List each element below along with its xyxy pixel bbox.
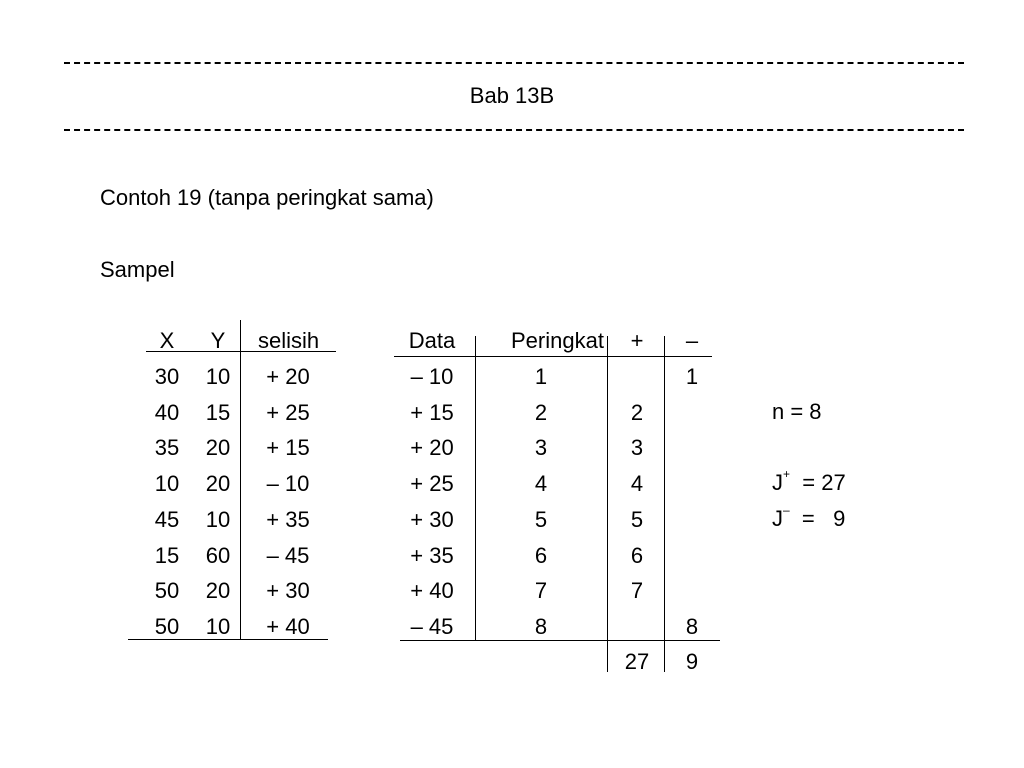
sample-cell: 20	[205, 435, 231, 460]
sample-column-divider	[240, 320, 241, 640]
rank-cell: 3	[630, 435, 644, 460]
sample-cell: 10	[154, 471, 180, 496]
sample-cell: 45	[154, 507, 180, 532]
rank-cell: 2	[630, 400, 644, 425]
sample-cell: + 30	[266, 578, 310, 603]
sample-cell: + 20	[266, 364, 310, 389]
sample-header-1: Y	[210, 328, 226, 353]
example-title: Contoh 19 (tanpa peringkat sama)	[100, 185, 434, 210]
rank-cell: 5	[534, 507, 548, 532]
rank-divider-3	[664, 336, 665, 672]
rank-cell: – 45	[410, 614, 454, 639]
j-plus-label: J	[772, 470, 783, 495]
rank-cell: 6	[630, 543, 644, 568]
sample-cell: – 10	[266, 471, 310, 496]
j-plus-sup: +	[783, 466, 791, 481]
j-minus-sup: –	[783, 502, 790, 517]
rank-cell: + 15	[410, 400, 454, 425]
rank-cell: 5	[630, 507, 644, 532]
rank-cell: + 30	[410, 507, 454, 532]
sample-cell: 40	[154, 400, 180, 425]
sample-cell: + 15	[266, 435, 310, 460]
rank-cell: 6	[534, 543, 548, 568]
page-title: Bab 13B	[469, 83, 555, 108]
sample-cell: 15	[205, 400, 231, 425]
sample-cell: 50	[154, 578, 180, 603]
rank-cell: 8	[534, 614, 548, 639]
rank-header-0: Data	[408, 328, 456, 353]
rank-cell: 8	[685, 614, 699, 639]
top-dashed-rule	[64, 62, 964, 64]
rank-cell: + 25	[410, 471, 454, 496]
sample-cell: 10	[205, 614, 231, 639]
sample-cell: + 35	[266, 507, 310, 532]
rank-total-1: 9	[685, 649, 699, 674]
sample-cell: 60	[205, 543, 231, 568]
rank-cell: 3	[534, 435, 548, 460]
rank-cell: – 10	[410, 364, 454, 389]
j-minus-result	[772, 502, 846, 533]
sample-header-rule	[146, 351, 336, 352]
sample-cell: + 25	[266, 400, 310, 425]
rank-header-1: Peringkat	[511, 328, 604, 353]
sample-cell: 50	[154, 614, 180, 639]
rank-cell: 7	[630, 578, 644, 603]
j-minus-value: = 9	[801, 506, 846, 531]
j-plus-result	[772, 466, 846, 497]
rank-divider-1	[475, 336, 476, 640]
sample-cell: 15	[154, 543, 180, 568]
sample-header-2: selisih	[258, 328, 320, 353]
sample-cell: 10	[205, 364, 231, 389]
sample-cell: + 40	[266, 614, 310, 639]
rank-cell: 4	[534, 471, 548, 496]
rank-bottom-rule	[400, 640, 720, 641]
sample-header-0: X	[159, 328, 175, 353]
rank-cell: + 35	[410, 543, 454, 568]
sample-cell: – 45	[266, 543, 310, 568]
sample-cell: 20	[205, 471, 231, 496]
rank-total-0: 27	[624, 649, 650, 674]
rank-cell: + 20	[410, 435, 454, 460]
rank-cell: 4	[630, 471, 644, 496]
rank-cell: + 40	[410, 578, 454, 603]
rank-cell: 1	[685, 364, 699, 389]
j-minus-label: J	[772, 506, 783, 531]
sample-cell: 20	[205, 578, 231, 603]
sample-bottom-rule	[128, 639, 328, 640]
rank-cell: 7	[534, 578, 548, 603]
bottom-dashed-rule	[64, 129, 964, 131]
rank-cell: 1	[534, 364, 548, 389]
rank-header-3: –	[685, 328, 699, 353]
rank-divider-2	[607, 336, 608, 672]
sample-cell: 30	[154, 364, 180, 389]
rank-cell: 2	[534, 400, 548, 425]
j-plus-value: = 27	[802, 470, 846, 495]
rank-header-2: +	[630, 328, 644, 353]
sample-cell: 10	[205, 507, 231, 532]
n-result: n = 8	[772, 399, 822, 424]
sample-cell: 35	[154, 435, 180, 460]
sample-label: Sampel	[100, 257, 175, 282]
